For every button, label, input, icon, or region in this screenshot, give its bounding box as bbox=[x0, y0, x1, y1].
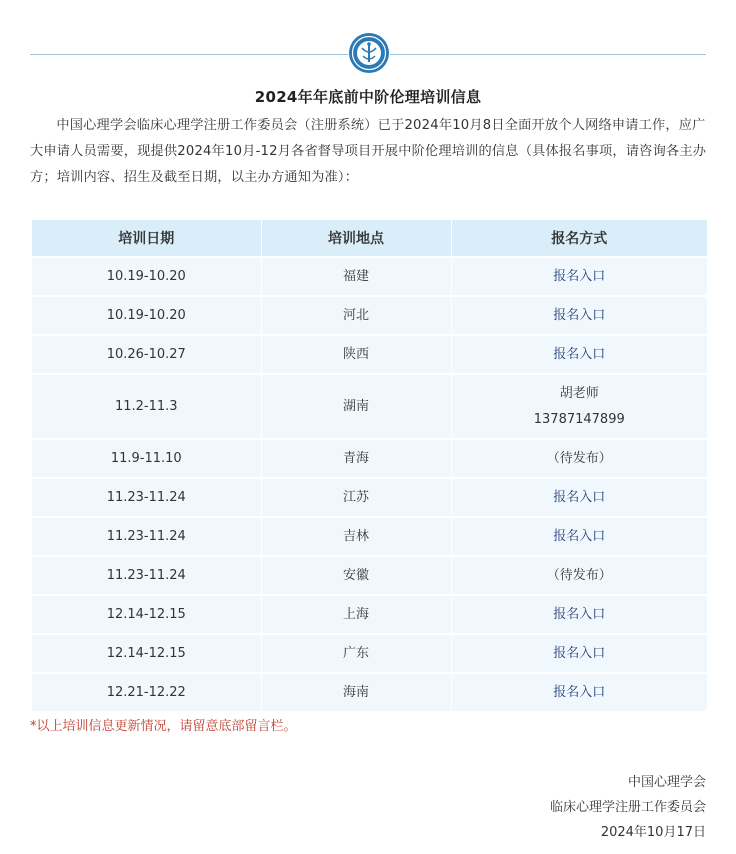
contact-phone: 13787147899 bbox=[533, 411, 625, 427]
signup-link[interactable]: 报名入口 bbox=[451, 257, 707, 296]
signup-contact bbox=[451, 374, 707, 439]
training-place: 上海 bbox=[261, 595, 451, 634]
training-date: 12.21-12.22 bbox=[32, 673, 261, 711]
signup-link[interactable]: 报名入口 bbox=[451, 634, 707, 673]
column-header-signup: 报名方式 bbox=[451, 220, 707, 257]
training-date: 10.26-10.27 bbox=[32, 335, 261, 374]
signup-pending: （待发布） bbox=[451, 556, 707, 595]
training-date: 11.2-11.3 bbox=[32, 374, 261, 439]
column-header-place: 培训地点 bbox=[261, 220, 451, 257]
training-place: 湖南 bbox=[261, 374, 451, 439]
training-place: 海南 bbox=[261, 673, 451, 711]
training-place: 广东 bbox=[261, 634, 451, 673]
signup-link[interactable]: 报名入口 bbox=[451, 517, 707, 556]
training-date: 11.23-11.24 bbox=[32, 517, 261, 556]
table-row bbox=[32, 517, 707, 556]
signup-pending: （待发布） bbox=[451, 439, 707, 478]
training-date: 10.19-10.20 bbox=[32, 296, 261, 335]
table-row bbox=[32, 634, 707, 673]
table-row bbox=[32, 478, 707, 517]
signup-link[interactable]: 报名入口 bbox=[451, 478, 707, 517]
update-note: *以上培训信息更新情况，请留意底部留言栏。 bbox=[30, 719, 297, 734]
training-schedule-table bbox=[32, 220, 707, 711]
training-date: 11.23-11.24 bbox=[32, 556, 261, 595]
signup-link[interactable]: 报名入口 bbox=[451, 335, 707, 374]
signup-link[interactable]: 报名入口 bbox=[451, 673, 707, 711]
training-place: 江苏 bbox=[261, 478, 451, 517]
training-place: 安徽 bbox=[261, 556, 451, 595]
training-place: 陕西 bbox=[261, 335, 451, 374]
signature-committee: 临床心理学注册工作委员会 bbox=[549, 800, 706, 815]
table-row bbox=[32, 439, 707, 478]
page-title: 2024年年底前中阶伦理培训信息 bbox=[254, 88, 482, 106]
column-header-date: 培训日期 bbox=[32, 220, 261, 257]
training-place: 青海 bbox=[261, 439, 451, 478]
intro-paragraph: 中国心理学会临床心理学注册工作委员会（注册系统）已于2024年10月8日全面开放个人网络申请工作，应广大申请人员需要，现提供2024年10月-12月各省督导项目开展中阶伦理培训的信息（具体报名事项，请咨询各主办方；培训内容、招生及截至日期，以主办方通知为准）： bbox=[30, 118, 707, 185]
table-row bbox=[32, 556, 707, 595]
table-row bbox=[32, 374, 707, 439]
training-date: 12.14-12.15 bbox=[32, 634, 261, 673]
table-header-row bbox=[32, 220, 707, 257]
signup-link[interactable]: 报名入口 bbox=[451, 296, 707, 335]
training-place: 河北 bbox=[261, 296, 451, 335]
training-date: 11.9-11.10 bbox=[32, 439, 261, 478]
table-row bbox=[32, 257, 707, 296]
training-date: 10.19-10.20 bbox=[32, 257, 261, 296]
contact-name: 胡老师 bbox=[559, 385, 599, 401]
training-place: 福建 bbox=[261, 257, 451, 296]
table-row bbox=[32, 296, 707, 335]
society-emblem-icon bbox=[348, 32, 390, 74]
signature-date: 2024年10月17日 bbox=[600, 825, 706, 840]
signup-link[interactable]: 报名入口 bbox=[451, 595, 707, 634]
table-row bbox=[32, 335, 707, 374]
training-date: 11.23-11.24 bbox=[32, 478, 261, 517]
signature-block bbox=[550, 770, 706, 845]
table-row bbox=[32, 595, 707, 634]
table-row bbox=[32, 673, 707, 711]
signature-org: 中国心理学会 bbox=[627, 775, 706, 790]
training-date: 12.14-12.15 bbox=[32, 595, 261, 634]
training-place: 吉林 bbox=[261, 517, 451, 556]
